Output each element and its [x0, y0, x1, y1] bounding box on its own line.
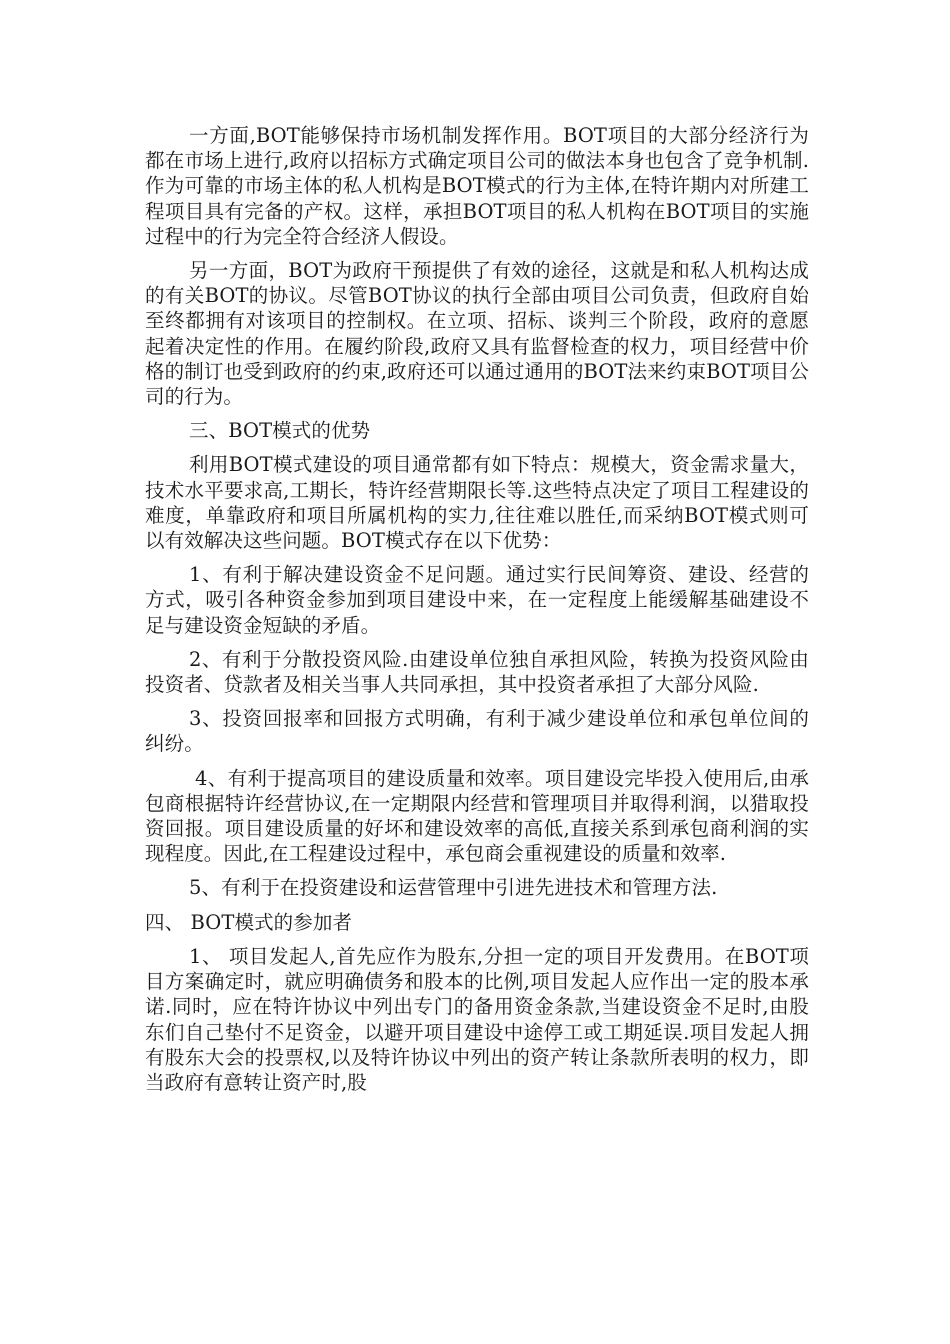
paragraph-market-mechanism: 一方面,BOT能够保持市场机制发挥作用。BOT项目的大部分经济行为都在市场上进行,政府以招标方式确定项目公司的做法本身也包含了竞争机制.作为可靠的市场主体的私人机构是BOT模式的行为主体,在特许期内对所建工程项目具有完备的产权。这样，承担BOT项目的私人机构在BOT项目的实施过程中的行为完全符合经济人假设。: [145, 124, 809, 248]
document-body: [145, 123, 809, 1104]
section-heading-advantages: 三、BOT模式的优势: [189, 419, 371, 443]
list-item-advantage-4: 4、有利于提高项目的建设质量和效率。项目建设完毕投入使用后,由承包商根据特许经营协议,在一定期限内经营和管理项目并取得利润，以猎取投资回报。项目建设质量的好坏和建设效率的高低,直接关系到承包商利润的实现程度。因此,在工程建设过程中，承包商会重视建设的质量和效率.: [145, 766, 809, 866]
list-item-advantage-1: 1、有利于解决建设资金不足问题。通过实行民间筹资、建设、经营的方式，吸引各种资金参加到项目建设中来，在一定程度上能缓解基础建设不足与建设资金短缺的矛盾。: [145, 563, 809, 637]
paragraph-government-intervention: 另一方面，BOT为政府干预提供了有效的途径，这就是和私人机构达成的有关BOT的协议。尽管BOT协议的执行全部由项目公司负责，但政府自始至终都拥有对该项目的控制权。在立项、招标、谈判三个阶段，政府的意愿起着决定性的作用。在履约阶段,政府又具有监督检查的权力，项目经营中价格的制订也受到政府的约束,政府还可以通过通用的BOT法来约束BOT项目公司的行为。: [145, 259, 809, 409]
list-item-participant-1: 1、 项目发起人,首先应作为股东,分担一定的项目开发费用。在BOT项目方案确定时，就应明确债务和股本的比例,项目发起人应作出一定的股本承诺.同时，应在特许协议中列出专门的备用资金条款,当建设资金不足时,由股东们自己垫付不足资金，以避开项目建设中途停工或工期延误.项目发起人拥有股东大会的投票权,以及特许协议中列出的资产转让条款所表明的权力，即当政府有意转让资产时,股: [145, 944, 809, 1094]
paragraph-advantages-intro: 利用BOT模式建设的项目通常都有如下特点：规模大，资金需求量大，技术水平要求高,工期长，特许经营期限长等.这些特点决定了项目工程建设的难度，单靠政府和项目所属机构的实力,往往难以胜任,而采纳BOT模式则可以有效解决这些问题。BOT模式存在以下优势：: [145, 453, 809, 553]
list-item-advantage-5: 5、有利于在投资建设和运营管理中引进先进技术和管理方法.: [189, 876, 718, 900]
section-heading-participants: 四、 BOT模式的参加者: [145, 910, 353, 934]
list-item-advantage-3: 3、投资回报率和回报方式明确，有利于减少建设单位和承包单位间的纠纷。: [145, 707, 809, 756]
list-item-advantage-2: 2、有利于分散投资风险.由建设单位独自承担风险，转换为投资风险由投资者、贷款者及相关当事人共同承担，其中投资者承担了大部分风险.: [145, 647, 809, 697]
